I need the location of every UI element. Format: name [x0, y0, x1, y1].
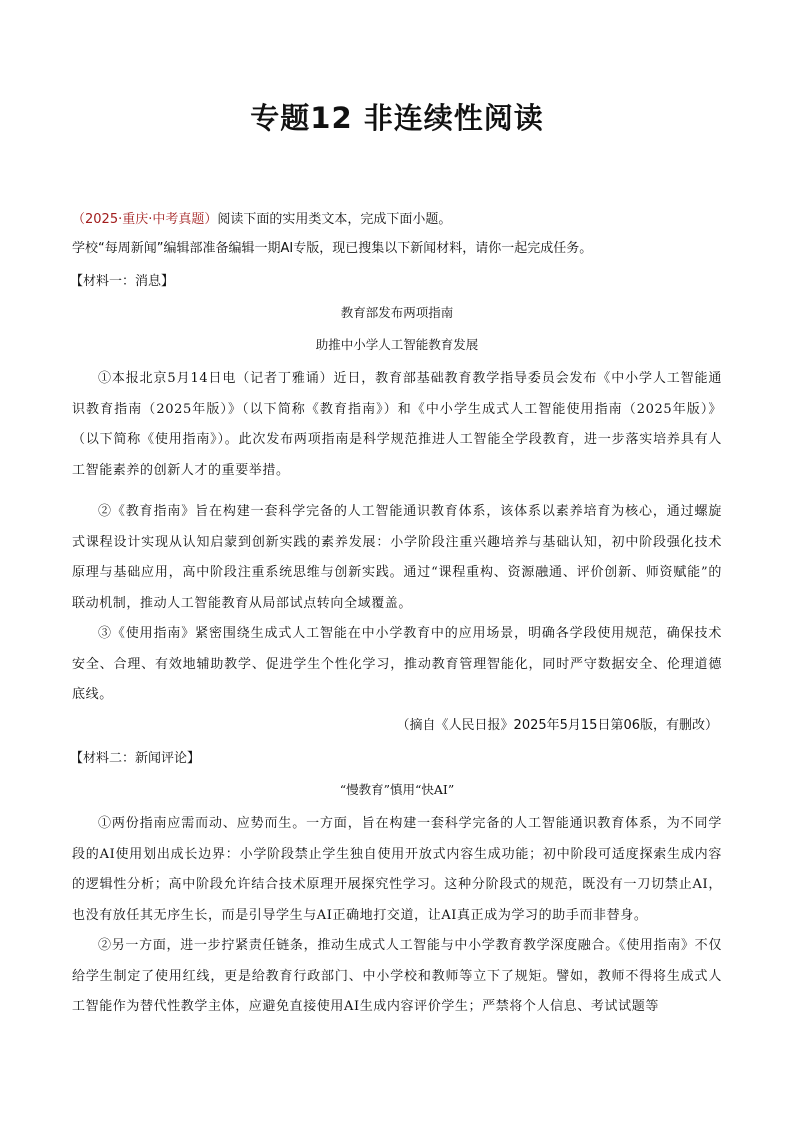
source-tag: （2025·重庆·中考真题） — [72, 212, 218, 227]
intro-line — [72, 210, 720, 230]
context-text: 学校“每周新闻”编辑部准备编辑一期AI专版，现已搜集以下新闻材料，请你一起完成任务。 — [72, 241, 593, 256]
material2-label: 【材料二：新闻评论】 — [70, 751, 201, 766]
material1-paragraph-2: ②《教育指南》旨在构建一套科学完备的人工智能通识教育体系，该体系以素养培育为核心，通过螺旋式课程设计实现从认知启蒙到创新实践的素养发展：小学阶段注重兴趣培养与基础认知，初中阶段强化技术原理与基础应用，高中阶段注重系统思维与创新实践。通过“课程重构、资源融通、评价创新、师资赋能”的联动机制，推动人工智能教育从局部试点转向全域覆盖。 — [72, 504, 722, 611]
material1-headline: 教育部发布两项指南 — [340, 305, 454, 320]
material1-label: 【材料一：消息】 — [70, 274, 175, 289]
material2-paragraph-1: ①两份指南应需而动、应势而生。一方面，旨在构建一套科学完备的人工智能通识教育体系，为不同学段的AI使用划出成长边界：小学阶段禁止学生独自使用开放式内容生成功能；初中阶段可适度探索生成内容的逻辑性分析；高中阶段允许结合技术原理开展探究性学习。这种分阶段式的规范，既没有一刀切禁止AI，也没有放任其无序生长，而是引导学生与AI正确地打交道，让AI真正成为学习的助手而非替身。 — [72, 816, 722, 923]
material1-paragraph-1: ①本报北京5月14日电（记者丁雅诵）近日，教育部基础教育教学指导委员会发布《中小学人工智能通识教育指南（2025年版）》（以下简称《教育指南》）和《中小学生成式人工智能使用指南（2025年版）》（以下简称《使用指南》）。此次发布两项指南是科学规范推进人工智能全学段教育，进一步落实培养具有人工智能素养的创新人才的重要举措。 — [72, 371, 722, 478]
material1-citation: （摘自《人民日报》2025年5月15日第06版，有删改） — [396, 718, 718, 733]
material1-subheadline: 助推中小学人工智能教育发展 — [315, 337, 479, 352]
instruction-text: 阅读下面的实用类文本，完成下面小题。 — [217, 212, 452, 227]
material1-paragraph-3: ③《使用指南》紧密围绕生成式人工智能在中小学教育中的应用场景，明确各学段使用规范，确保技术安全、合理、有效地辅助教学、促进学生个性化学习，推动教育管理智能化，同时严守数据安全、伦理道德底线。 — [72, 626, 722, 702]
material2-paragraph-2: ②另一方面，进一步拧紧责任链条，推动生成式人工智能与中小学教育教学深度融合。《使用指南》不仅给学生制定了使用红线，更是给教育行政部门、中小学校和教师等立下了规矩。譬如，教师不得将生成式人工智能作为替代性教学主体，应避免直接使用AI生成内容评价学生；严禁将个人信息、考试试题等 — [72, 938, 722, 1014]
page-title: 专题12 非连续性阅读 — [250, 101, 544, 135]
material2-headline: “慢教育”慎用“快AI” — [339, 782, 455, 797]
